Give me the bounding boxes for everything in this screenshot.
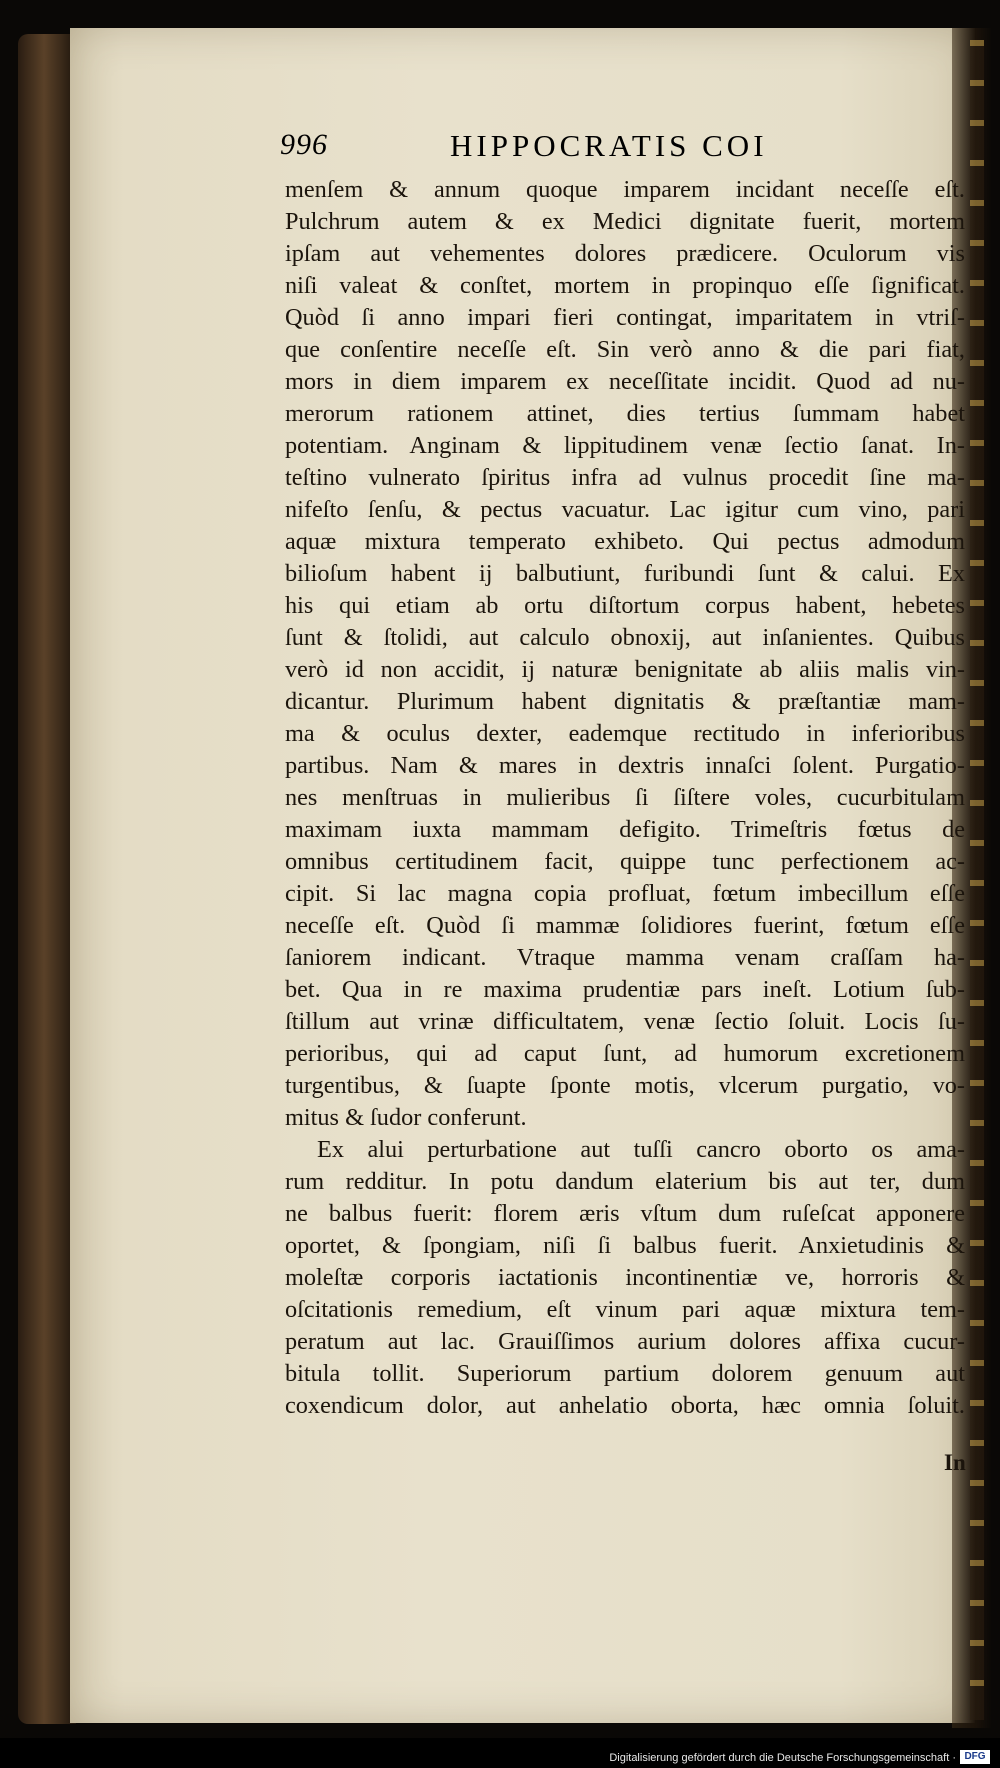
paragraph-start-line: Ex alui perturbatione aut tuſſi cancro oborto os ama- bbox=[317, 1136, 965, 1163]
page-number: 996 bbox=[280, 128, 328, 161]
text-line: bet. Qua in re maxima prudentiæ pars ineſt. Lotium ſub- bbox=[285, 976, 965, 1003]
paragraph-end-line: mitus & ſudor conferunt. bbox=[285, 1104, 527, 1131]
text-line: coxendicum dolor, aut anhelatio oborta, hæc omnia ſoluit. bbox=[285, 1392, 965, 1419]
text-line: nes menſtruas in mulieribus ſi ſiſtere voles, cucurbitulam bbox=[285, 784, 965, 811]
text-line: turgentibus, & ſuapte ſponte motis, vlcerum purgatio, vo- bbox=[285, 1072, 965, 1099]
text-line: bitula tollit. Superiorum partium dolorem genuum aut bbox=[285, 1360, 965, 1387]
text-line: nifeſto ſenſu, & pectus vacuatur. Lac igitur cum vino, pari bbox=[285, 496, 965, 523]
running-title: HIPPOCRATIS COI bbox=[450, 128, 768, 163]
text-line: verò id non accidit, ij naturæ benignitate ab aliis malis vin- bbox=[285, 656, 965, 683]
text-line: oportet, & ſpongiam, niſi ſi balbus fuerit. Anxietudinis & bbox=[285, 1232, 965, 1259]
text-line: merorum rationem attinet, dies tertius ſummam habet bbox=[285, 400, 965, 427]
text-line: ne balbus fuerit: florem æris vſtum dum ruſeſcat apponere bbox=[285, 1200, 965, 1227]
catchword: In bbox=[944, 1450, 966, 1475]
text-line: dicantur. Plurimum habent dignitatis & præſtantiæ mam- bbox=[285, 688, 965, 715]
text-line: potentiam. Anginam & lippitudinem venæ ſectio ſanat. In- bbox=[285, 432, 965, 459]
text-line: menſem & annum quoque imparem incidant neceſſe eſt. bbox=[285, 176, 965, 203]
text-line: neceſſe eſt. Quòd ſi mammæ ſolidiores fuerint, fœtum eſſe bbox=[285, 912, 965, 939]
text-line: ſunt & ſtolidi, aut calculo obnoxij, aut inſanientes. Quibus bbox=[285, 624, 965, 651]
text-line: ſaniorem indicant. Vtraque mamma venam craſſam ha- bbox=[285, 944, 965, 971]
body-text bbox=[285, 174, 965, 1422]
digitization-credit: Digitalisierung gefördert durch die Deutsche Forschungsgemeinschaft · bbox=[609, 1752, 956, 1764]
book-spine-edge bbox=[18, 34, 76, 1724]
text-line: teſtino vulnerato ſpiritus infra ad vulnus procedit ſine ma- bbox=[285, 464, 965, 491]
dfg-logo: DFG bbox=[960, 1750, 990, 1764]
text-line: omnibus certitudinem facit, quippe tunc perfectionem ac- bbox=[285, 848, 965, 875]
text-line: bilioſum habent ij balbutiunt, furibundi ſunt & calui. Ex bbox=[285, 560, 965, 587]
text-line: oſcitationis remedium, eſt vinum pari aquæ mixtura tem- bbox=[285, 1296, 965, 1323]
text-line: mors in diem imparem ex neceſſitate incidit. Quod ad nu- bbox=[285, 368, 965, 395]
text-line: peratum aut lac. Grauiſſimos aurium dolores affixa cucur- bbox=[285, 1328, 965, 1355]
text-line: niſi valeat & conſtet, mortem in propinquo eſſe ſignificat. bbox=[285, 272, 965, 299]
text-line: cipit. Si lac magna copia profluat, fœtum imbecillum eſſe bbox=[285, 880, 965, 907]
running-head bbox=[280, 128, 820, 168]
text-line: maximam iuxta mammam defigito. Trimeſtris fœtus de bbox=[285, 816, 965, 843]
text-line: moleſtæ corporis iactationis incontinentiæ ve, horroris & bbox=[285, 1264, 965, 1291]
text-line: perioribus, qui ad caput ſunt, ad humorum excretionem bbox=[285, 1040, 965, 1067]
text-line: Quòd ſi anno impari fieri contingat, imparitatem in vtriſ- bbox=[285, 304, 965, 331]
text-line: his qui etiam ab ortu diſtortum corpus habent, hebetes bbox=[285, 592, 965, 619]
text-line: rum redditur. In potu dandum elaterium bis aut ter, dum bbox=[285, 1168, 965, 1195]
text-line: partibus. Nam & mares in dextris innaſci ſolent. Purgatio- bbox=[285, 752, 965, 779]
text-line: ipſam aut vehementes dolores prædicere. Oculorum vis bbox=[285, 240, 965, 267]
text-line: ma & oculus dexter, eademque rectitudo in inferioribus bbox=[285, 720, 965, 747]
page-edge-strip bbox=[970, 40, 984, 1720]
text-line: ſtillum aut vrinæ difficultatem, venæ ſectio ſoluit. Locis ſu- bbox=[285, 1008, 965, 1035]
text-line: Pulchrum autem & ex Medici dignitate fuerit, mortem bbox=[285, 208, 965, 235]
text-line: aquæ mixtura temperato exhibeto. Qui pectus admodum bbox=[285, 528, 965, 555]
text-line: que conſentire neceſſe eſt. Sin verò anno & die pari fiat, bbox=[285, 336, 965, 363]
